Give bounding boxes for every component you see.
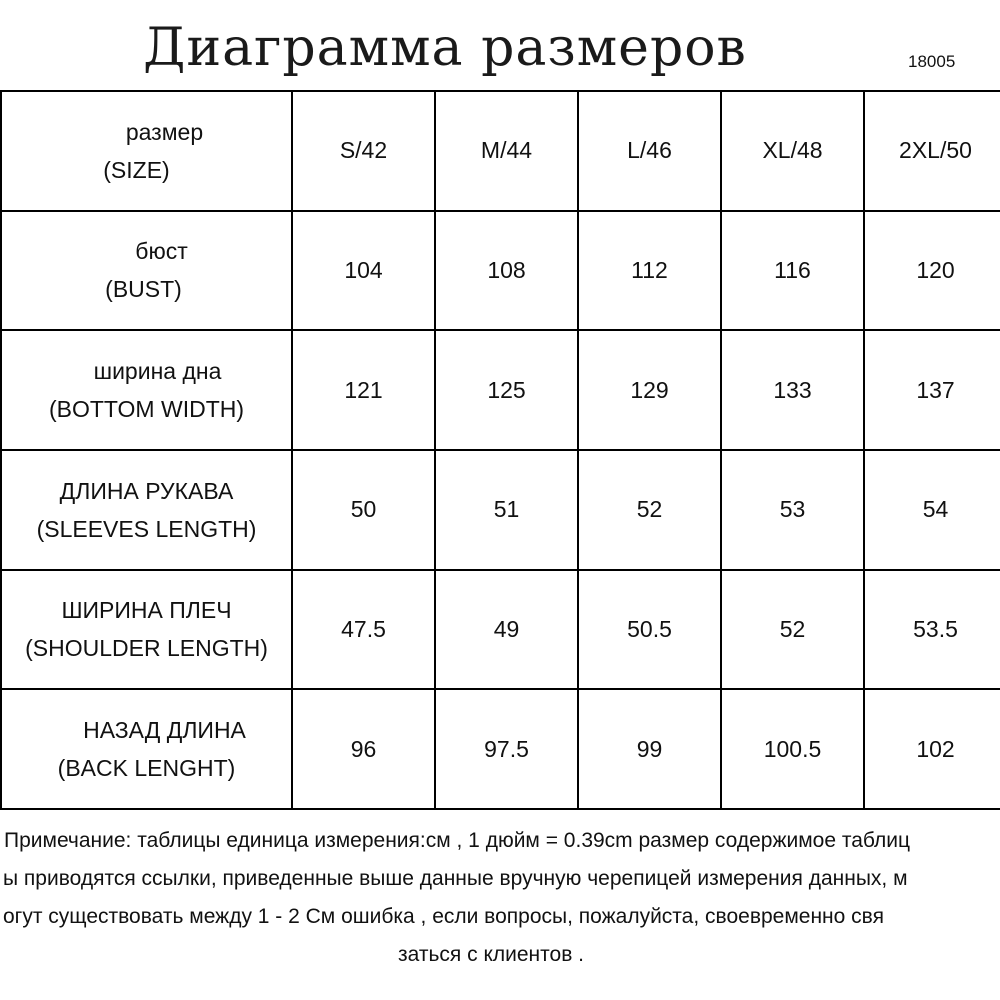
table-cell: 53 xyxy=(721,450,864,570)
size-label-cell xyxy=(1,91,292,211)
table-cell: 102 xyxy=(864,689,1000,809)
table-cell: 125 xyxy=(435,330,578,450)
row-label-ru: ДЛИНА РУКАВА xyxy=(59,477,234,504)
row-label-ru: бюст xyxy=(135,238,188,265)
table-row xyxy=(1,689,1000,809)
table-cell: 51 xyxy=(435,450,578,570)
note-line: ы приводятся ссылки, приведенные выше данные вручную черепицей измерения данных, м xyxy=(3,867,908,890)
row-label-ru: НАЗАД ДЛИНА xyxy=(83,717,246,744)
table-cell: 99 xyxy=(578,689,721,809)
size-header-cell: L/46 xyxy=(578,91,721,211)
row-label-cell xyxy=(1,211,292,331)
size-header-cell: S/42 xyxy=(292,91,435,211)
note-line: Примечание: таблицы единица измерения:см , 1 дюйм = 0.39cm размер содержимое таблиц xyxy=(4,829,911,852)
size-table xyxy=(0,90,1000,810)
row-label-en: (SHOULDER LENGTH) xyxy=(25,635,268,662)
table-cell: 47.5 xyxy=(292,570,435,690)
table-row xyxy=(1,330,1000,450)
row-label-cell xyxy=(1,450,292,570)
table-cell: 50 xyxy=(292,450,435,570)
table-cell: 121 xyxy=(292,330,435,450)
table-cell: 116 xyxy=(721,211,864,331)
size-label-en: (SIZE) xyxy=(103,156,170,183)
table-cell: 108 xyxy=(435,211,578,331)
size-label-ru: размер xyxy=(125,118,204,145)
table-header-row xyxy=(1,91,1000,211)
table-cell: 120 xyxy=(864,211,1000,331)
row-label-ru: ШИРИНА ПЛЕЧ xyxy=(61,597,232,624)
table-cell: 52 xyxy=(721,570,864,690)
measurement-note xyxy=(0,822,1000,992)
row-label-en: (SLEEVES LENGTH) xyxy=(36,515,257,542)
table-cell: 96 xyxy=(292,689,435,809)
row-label-en: (BUST) xyxy=(105,276,182,303)
table-cell: 50.5 xyxy=(578,570,721,690)
product-code: 18005 xyxy=(908,52,956,71)
table-cell: 49 xyxy=(435,570,578,690)
table-cell: 52 xyxy=(578,450,721,570)
row-label-cell xyxy=(1,689,292,809)
table-cell: 129 xyxy=(578,330,721,450)
table-cell: 137 xyxy=(864,330,1000,450)
table-row xyxy=(1,450,1000,570)
table-cell: 97.5 xyxy=(435,689,578,809)
table-cell: 133 xyxy=(721,330,864,450)
table-cell: 54 xyxy=(864,450,1000,570)
row-label-ru: ширина дна xyxy=(93,358,222,385)
size-header-cell: M/44 xyxy=(435,91,578,211)
table-row xyxy=(1,211,1000,331)
note-line: заться с клиентов . xyxy=(398,943,585,966)
row-label-en: (BOTTOM WIDTH) xyxy=(48,396,245,423)
row-label-en: (BACK LENGHT) xyxy=(57,755,236,782)
table-cell: 112 xyxy=(578,211,721,331)
row-label-cell xyxy=(1,570,292,690)
size-header-cell: XL/48 xyxy=(721,91,864,211)
table-cell: 53.5 xyxy=(864,570,1000,690)
size-header-cell: 2XL/50 xyxy=(864,91,1000,211)
table-row xyxy=(1,570,1000,690)
row-label-cell xyxy=(1,330,292,450)
table-cell: 104 xyxy=(292,211,435,331)
note-line: огут существовать между 1 - 2 См ошибка , если вопросы, пожалуйста, своевременно свя xyxy=(3,905,884,928)
page-title: Диаграмма размеров xyxy=(143,18,747,78)
table-cell: 100.5 xyxy=(721,689,864,809)
